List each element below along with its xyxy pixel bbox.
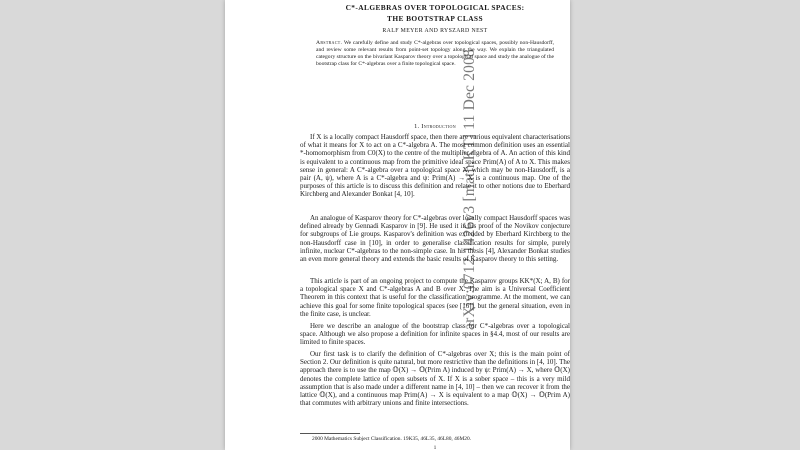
arxiv-identifier: arXiv:0712.1426v3 [math.KT] 11 Dec 2008 [461,48,478,330]
paper-title-line-1: C*-ALGEBRAS OVER TOPOLOGICAL SPACES: [345,3,525,12]
paragraph-3: This article is part of an ongoing project to compute the Kasparov groups KK*(X; A, B) for a topological space X and C*-algebras A and B over X. The aim is a Universal Coefficient Theorem in this context that is useful for the classification programme. At the moment, we can achieve this goal for some finite topological spaces (see [16]), but the general situation, even in the finite case, is unclear. [300,277,570,318]
paper-authors: RALF MEYER AND RYSZARD NEST [382,28,488,34]
paragraph-5: Our first task is to clarify the definition of C*-algebras over X; this is the main point of Section 2. Our definition is quite natural, but more restrictive than the definitions in [4, 10]. The approach there is to use the map 𝕆(X) → 𝕆(Prim A) induced by ψ: Prim(A) → X, where 𝕆(X) denotes the complete lattice of open subsets of X. If X is a sober space – this is a very mild assumption that is also made under a different name in [4, 10] – then we can recover it from the lattice 𝕆(X), and a continuous map Prim(A) → X is equivalent to a map 𝕆(X) → 𝕆(Prim A) that commutes with arbitrary unions and finite intersections. [300,350,570,408]
abstract [316,40,554,68]
paper-page [225,0,570,450]
paragraph-4: Here we describe an analogue of the bootstrap class for C*-algebras over a topological space. Although we also propose a definition for infinite spaces in §4.4, most of our results are limited to finite spaces. [300,322,570,347]
paragraph-1: If X is a locally compact Hausdorff space, then there are various equivalent characterisations of what it means for X to act on a C*-algebra A. The most common definition uses an essential *-homomorphism from C0(X) to the centre of the multiplier algebra of A. An action of this kind is equivalent to a continuous map from the primitive ideal space Prim(A) of A to X. This makes sense in general: A C*-algebra over a topological space X, which may be non-Hausdorff, is a pair (A, ψ), where A is a C*-algebra and ψ: Prim(A) → X is a continuous map. One of the purposes of this article is to discuss this definition and relate it to other notions due to Eberhard Kirchberg and Alexander Bonkat [4, 10]. [300,133,570,199]
footnote-rule [300,433,360,434]
paper-title-line-2: THE BOOTSTRAP CLASS [387,14,483,23]
page-number: 1 [433,445,437,450]
section-title: Introduction [421,123,456,130]
abstract-text: We carefully define and study C*-algebras over topological spaces, possibly non-Hausdorff, and review some relevant results from point-set topology along the way. We explain the triangulated category structure on the bivariant Kasparov theory over a topological space and study the analogue of the bootstrap class for C*-algebras over a finite topological space. [316,40,554,68]
abstract-label: Abstract. [316,40,343,46]
section-heading [300,123,570,130]
footnote: 2000 Mathematics Subject Classification. 19K35, 46L35, 46L80, 46M20. [312,436,472,442]
paragraph-2: An analogue of Kasparov theory for C*-algebras over locally compact Hausdorff spaces was defined already by Gennadi Kasparov in [9]. He used it in his proof of the Novikov conjecture for subgroups of Lie groups. Kasparov's definition was extended by Eberhard Kirchberg to the non-Hausdorff case in [10], in order to generalise classification results for simple, purely infinite, nuclear C*-algebras to the non-simple case. In his thesis [4], Alexander Bonkat studies an even more general theory and extends the basic results of Kasparov theory to this setting. [300,214,570,264]
section-number: 1. [414,123,420,130]
